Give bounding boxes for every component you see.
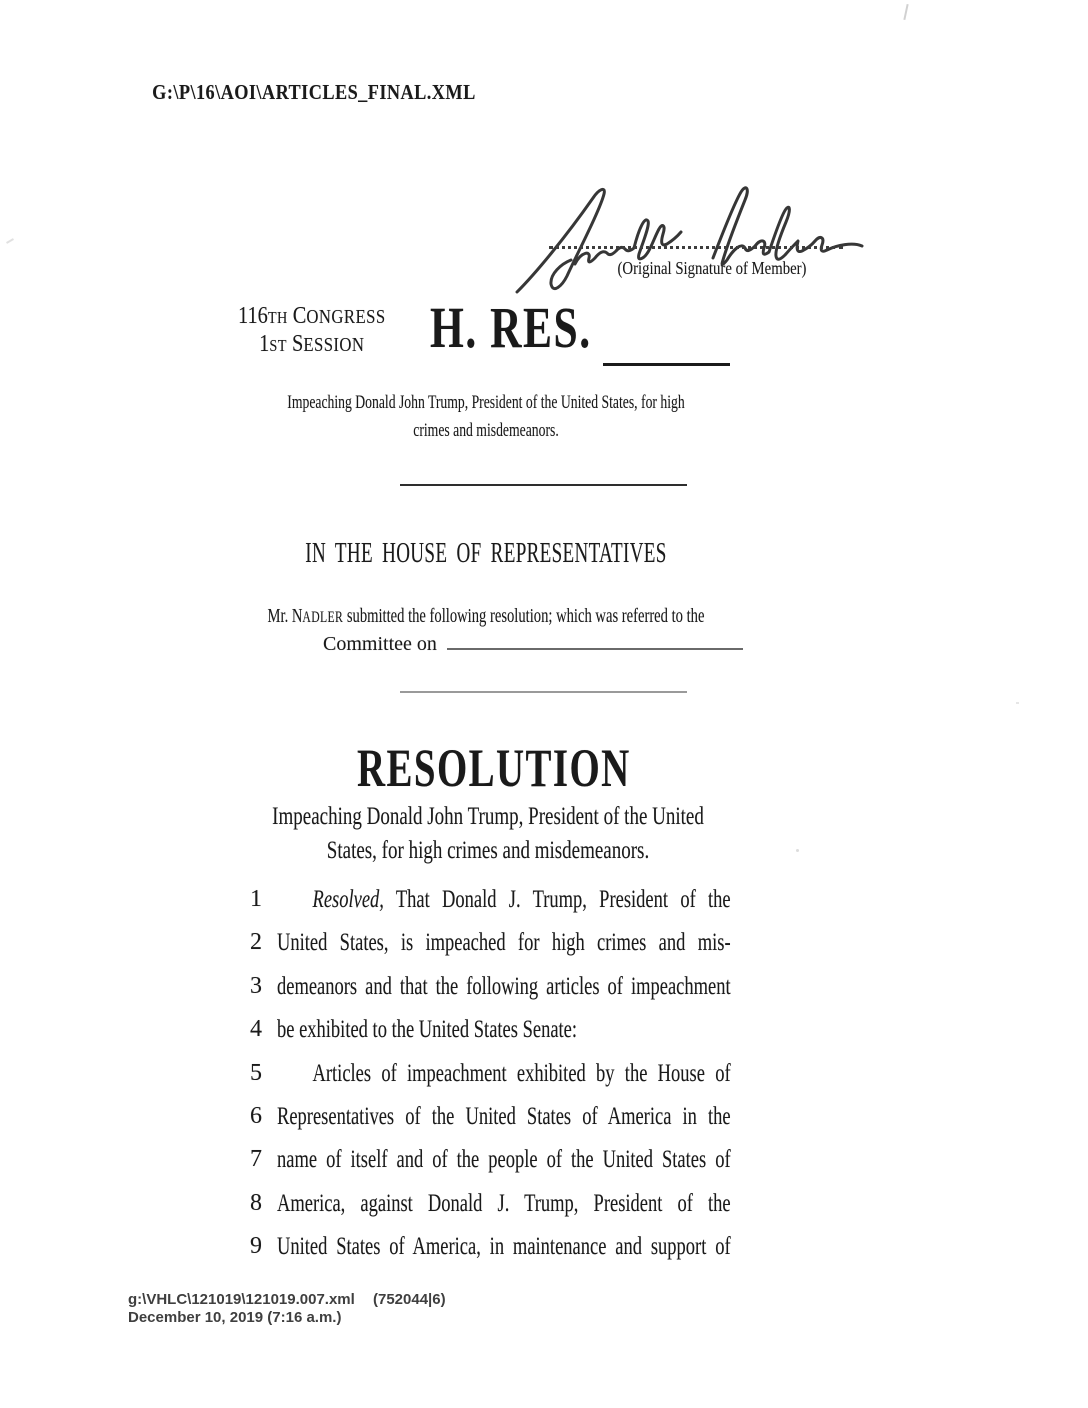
scan-artifact (6, 238, 14, 244)
body-line (250, 1190, 890, 1233)
house-heading: IN THE HOUSE OF REPRESENTATIVES (305, 538, 667, 569)
scan-artifact (903, 4, 908, 20)
body-line (250, 886, 890, 929)
italic-lead-word: Resolved, (312, 886, 384, 913)
session-line: 1ST SESSION (259, 331, 365, 357)
title-preamble (287, 389, 684, 445)
line-number: 4 (250, 1016, 262, 1043)
line-text: America, against Donald J. Trump, President of the (277, 1189, 731, 1217)
line-text: Resolved, That Donald J. Trump, President of the (312, 886, 731, 913)
line-number: 3 (250, 972, 262, 999)
line-number: 2 (250, 929, 262, 956)
signature-caption: (Original Signature of Member) (617, 258, 807, 278)
committee-blank-line (447, 632, 743, 650)
line-number: 5 (250, 1059, 262, 1086)
line-text: United States of America, in maintenance and support of (277, 1233, 731, 1261)
line-text: name of itself and of the people of the United States of (277, 1146, 731, 1174)
body-lines (250, 886, 890, 1277)
line-number: 1 (250, 886, 262, 912)
footer-doc-number: (752044|6) (373, 1291, 446, 1308)
body-line (250, 973, 890, 1016)
congress-line: 116TH CONGRESS (238, 303, 386, 329)
source-file-path: G:\P\16\AOI\ARTICLES_FINAL.XML (152, 80, 476, 104)
referral-line2: Committee on (323, 632, 743, 656)
bill-number-heading: H. RES. (430, 295, 592, 360)
body-line (250, 1103, 890, 1146)
congress-session-block (238, 303, 386, 359)
body-line (250, 1060, 890, 1103)
line-text: be exhibited to the United States Senate: (277, 1016, 578, 1044)
footer-line1 (128, 1291, 446, 1309)
horizontal-rule-top (400, 484, 687, 486)
body-line (250, 1016, 890, 1059)
referral-line1: Mr. NADLER submitted the following resolution; which was referred to the (267, 605, 705, 627)
resolution-title: RESOLUTION (357, 738, 631, 798)
line-number: 8 (250, 1189, 262, 1216)
resolution-preamble-line1: Impeaching Donald John Trump, President of the United (272, 803, 704, 830)
scan-artifact (796, 849, 799, 852)
resolution-preamble (272, 800, 704, 868)
line-text: United States, is impeached for high crimes and mis- (277, 929, 731, 957)
body-line (250, 929, 890, 972)
scan-artifact (1016, 702, 1019, 704)
signature-dotted-line (549, 224, 843, 249)
title-preamble-line2: crimes and misdemeanors. (413, 420, 559, 441)
body-line (250, 1233, 890, 1276)
title-preamble-line1: Impeaching Donald John Trump, President of the United States, for high (287, 392, 685, 413)
footer-timestamp: December 10, 2019 (7:16 a.m.) (128, 1309, 342, 1326)
resolution-preamble-line2: States, for high crimes and misdemeanors. (326, 837, 650, 864)
line-number: 7 (250, 1146, 262, 1173)
line-text: Representatives of the United States of America in the (277, 1102, 731, 1130)
body-line (250, 1146, 890, 1189)
horizontal-rule-middle (400, 691, 687, 693)
line-number: 9 (250, 1233, 262, 1260)
line-text: Articles of impeachment exhibited by the House of (312, 1059, 731, 1087)
page-footer (128, 1291, 446, 1327)
footer-file-ref: g:\VHLC\121019\121019.007.xml (128, 1291, 355, 1308)
bill-number-blank-line (603, 363, 730, 366)
line-text: demeanors and that the following articles of impeachment (277, 972, 731, 1000)
line-number: 6 (250, 1102, 262, 1129)
